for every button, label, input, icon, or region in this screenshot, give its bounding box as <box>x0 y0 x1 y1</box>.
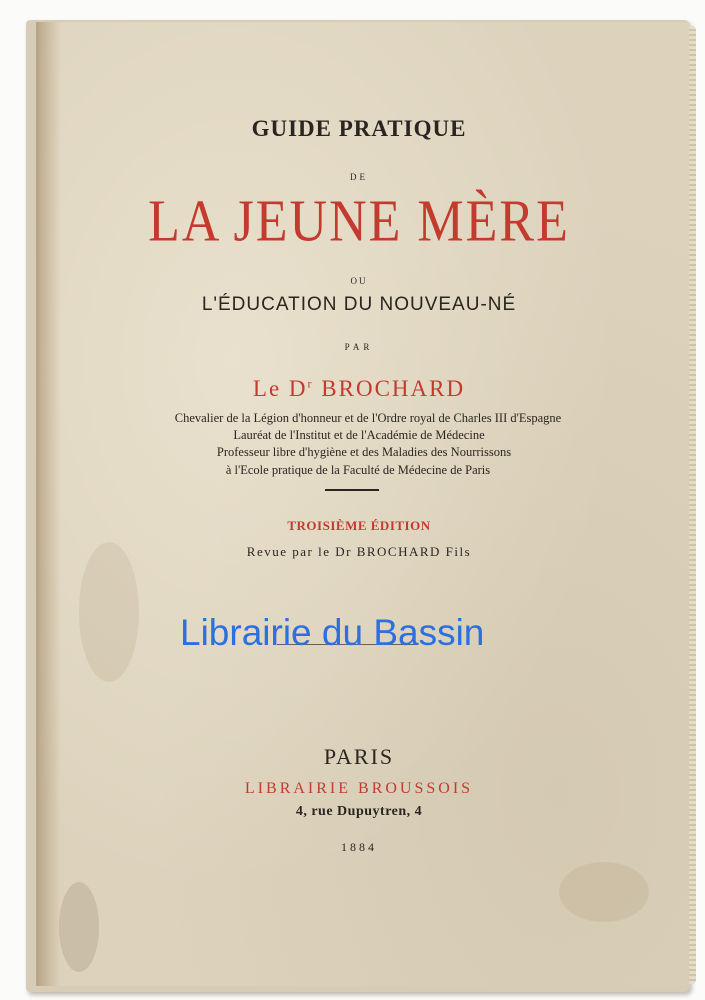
author-prefix: Le D <box>252 376 308 401</box>
credential-line: Professeur libre d'hygiène et des Maladies des Nourrissons <box>216 445 512 459</box>
subtitle: L'ÉDUCATION DU NOUVEAU-NÉ <box>201 294 517 315</box>
paper-stain <box>79 542 139 682</box>
publisher-address: 4, rue Dupuytren, 4 <box>295 804 423 819</box>
book-cover <box>36 22 689 986</box>
publication-year: 1884 <box>341 840 377 854</box>
by-line-par: PAR <box>344 342 374 352</box>
author-superscript: r <box>307 376 314 391</box>
paper-stain <box>59 882 99 972</box>
credential-line: Lauréat de l'Institut et de l'Académie de Médecine <box>233 428 485 442</box>
credential-line: à l'Ecole pratique de la Faculté de Médecine de Paris <box>225 463 491 477</box>
publication-city: PARIS <box>323 744 395 769</box>
author <box>29 376 689 402</box>
main-title: LA JEUNE MÈRE <box>148 188 570 255</box>
title-connector-ou: OU <box>350 276 368 286</box>
author-name: BROCHARD <box>321 376 466 401</box>
divider-rule <box>325 489 379 491</box>
revised-by: Revue par le Dr BROCHARD Fils <box>246 544 472 559</box>
watermark-text: Librairie du Bassin <box>180 612 485 653</box>
title-line-guide-pratique: GUIDE PRATIQUE <box>251 116 467 141</box>
edition-label: TROISIÈME ÉDITION <box>287 518 431 533</box>
page-edges <box>688 26 696 984</box>
title-connector-de: DE <box>350 172 368 182</box>
paper-stain <box>559 862 649 922</box>
credential-line: Chevalier de la Légion d'honneur et de l'Ordre royal de Charles III d'Espagne <box>174 411 562 425</box>
publisher: LIBRAIRIE BROUSSOIS <box>244 780 474 797</box>
book <box>26 20 690 992</box>
